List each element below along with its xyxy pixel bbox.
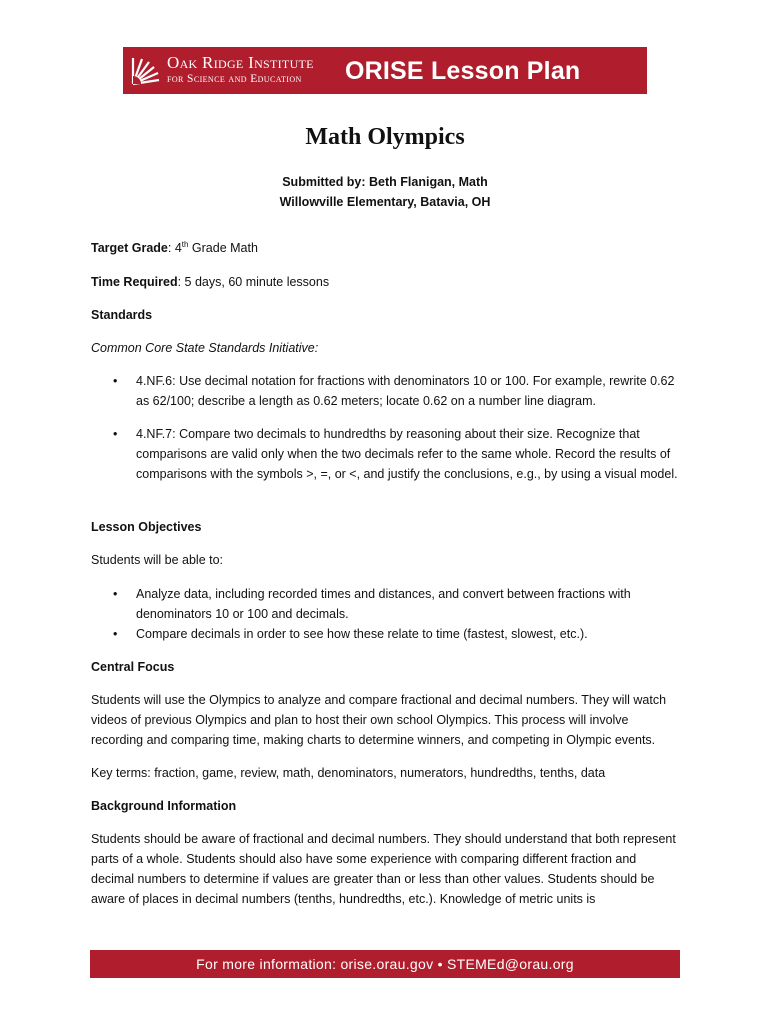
standards-list-2	[91, 424, 681, 484]
standard-item: • 4.NF.7: Compare two decimals to hundredths by reasoning about their size. Recognize that comparisons are valid only when the two decimals refer to the same whole. Record the results of comparisons with the symbols >, =, or <, and justify the conclusions, e.g., by using a visual model.	[91, 424, 681, 484]
central-focus-heading: Central Focus	[91, 660, 175, 674]
central-focus-text: Students will use the Olympics to analyze and compare fractional and decimal numbers. They will watch videos of previous Olympics and plan to host their own school Olympics. This process will involve recording and comparing time, making charts to determine winners, and competing in Olympic events.	[91, 693, 667, 747]
standard-item: • 4.NF.6: Use decimal notation for fractions with denominators 10 or 100. For example, rewrite 0.62 as 62/100; describe a length as 0.62 meters; locate 0.62 on a number line diagram.	[91, 371, 681, 411]
target-grade	[91, 238, 681, 258]
document-title: Math Olympics	[305, 124, 465, 150]
banner-title: ORISE Lesson Plan	[345, 57, 581, 85]
footer-banner: For more information: orise.orau.gov • STEMEd@orau.org	[90, 950, 680, 978]
target-grade-pre: : 4	[167, 241, 182, 255]
background-heading: Background Information	[91, 799, 237, 813]
school-name: Willowville Elementary, Batavia, OH	[279, 195, 491, 209]
header-banner	[123, 47, 647, 94]
objectives-intro: Students will be able to:	[91, 553, 224, 567]
key-terms: Key terms: fraction, game, review, math, denominators, numerators, hundredths, tenths, data	[91, 766, 606, 780]
standards-heading: Standards	[91, 308, 153, 322]
background-text: Students should be aware of fractional and decimal numbers. They should understand that both represent parts of a whole. Students should also have some experience with comparing different fraction and decimal numbers to determine if values are greater than or less than other values. Students should be aware of places in decimal numbers (tenths, hundredths, etc.). Knowledge of metric units is	[91, 832, 676, 906]
org-name-line2: for Science and Education	[167, 73, 302, 85]
sunburst-logo-icon	[129, 54, 161, 86]
time-required-value: : 5 days, 60 minute lessons	[177, 275, 330, 289]
submitted-by-block	[0, 172, 770, 212]
objective-item: • Compare decimals in order to see how these relate to time (fastest, slowest, etc.).	[91, 624, 681, 644]
objectives-list	[91, 584, 681, 644]
target-grade-label: Target Grade	[91, 241, 168, 255]
objectives-heading: Lesson Objectives	[91, 520, 202, 534]
standards-list	[91, 371, 681, 411]
org-name	[167, 54, 314, 86]
target-grade-sup: th	[181, 239, 189, 249]
standards-intro: Common Core State Standards Initiative:	[91, 341, 319, 355]
target-grade-post: Grade Math	[188, 241, 258, 255]
org-name-line1: Oak Ridge Institute	[167, 53, 314, 72]
time-required	[91, 272, 681, 292]
time-required-label: Time Required	[91, 275, 178, 289]
objective-item: • Analyze data, including recorded times and distances, and convert between fractions with denominators 10 or 100 and decimals.	[91, 584, 681, 624]
submitted-by: Submitted by: Beth Flanigan, Math	[282, 175, 488, 189]
